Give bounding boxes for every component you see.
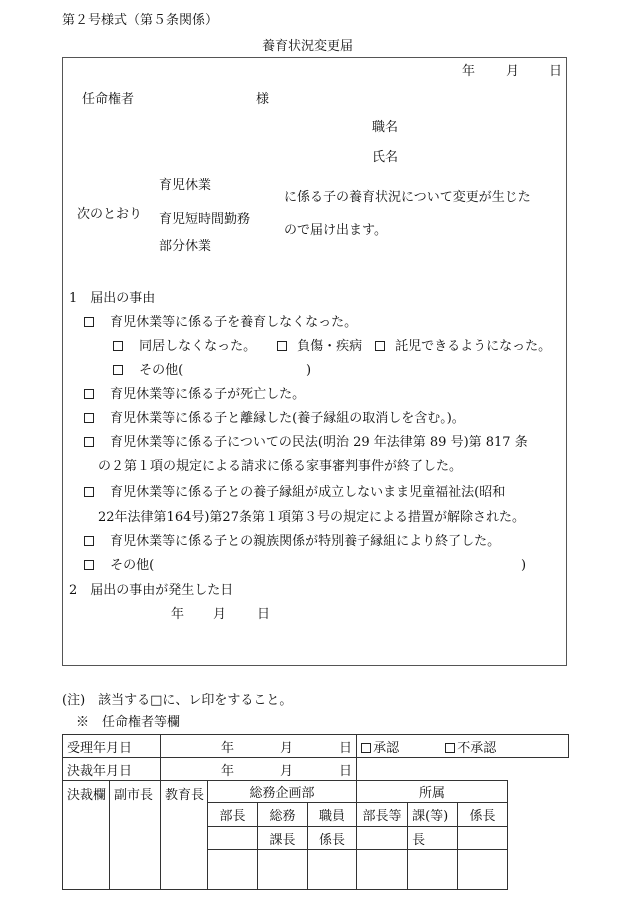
date-day-label: 日 bbox=[549, 64, 563, 79]
reason-7-text: その他( bbox=[110, 558, 155, 573]
admin-section-heading: ※ 任命権者等欄 bbox=[76, 715, 181, 730]
reason-1d-close-paren: ) bbox=[306, 363, 312, 378]
decided-date-label: 決裁年月日 bbox=[63, 758, 161, 781]
section1-heading: 1 届出の事由 bbox=[69, 291, 156, 306]
stamp-slot-subsection-chief[interactable] bbox=[458, 850, 508, 890]
decided-year: 年 bbox=[221, 763, 235, 779]
reason-1d-checkbox[interactable] bbox=[113, 365, 123, 375]
reason-1-checkbox[interactable] bbox=[84, 317, 94, 327]
form-number: 第２号様式（第５条関係） bbox=[62, 13, 219, 28]
decided-date-field[interactable] bbox=[161, 758, 357, 781]
reason-1d-text: その他( bbox=[139, 363, 184, 378]
reason-3 bbox=[84, 412, 465, 425]
reason-6-checkbox[interactable] bbox=[84, 536, 94, 546]
reason-1a-checkbox[interactable] bbox=[113, 341, 123, 351]
not-approved-option[interactable] bbox=[445, 741, 496, 756]
decided-month: 月 bbox=[280, 763, 294, 779]
general-affairs-label: 総務 bbox=[258, 803, 308, 827]
reason-4-checkbox[interactable] bbox=[84, 437, 94, 447]
stamp-slot-general-affairs[interactable] bbox=[258, 850, 308, 890]
stamp-slot-staff[interactable] bbox=[308, 850, 357, 890]
decided-day: 日 bbox=[339, 763, 353, 779]
position-label: 職名 bbox=[372, 120, 399, 135]
general-planning-dept-label: 総務企画部 bbox=[208, 781, 357, 803]
reason-2 bbox=[84, 388, 305, 401]
reason-3-text: 育児休業等に係る子と離縁した(養子縁組の取消しを含む。)。 bbox=[110, 411, 465, 426]
reason-5-text-line1: 育児休業等に係る子との養子縁組が成立しないまま児童福祉法(昭和 bbox=[110, 485, 506, 500]
leave-option-partial: 部分休業 bbox=[159, 239, 212, 254]
stamp-slot-section-etc[interactable] bbox=[408, 850, 458, 890]
reason-1-text: 育児休業等に係る子を養育しなくなった。 bbox=[110, 315, 358, 330]
event-year-label: 年 bbox=[171, 607, 185, 622]
reason-3-checkbox[interactable] bbox=[84, 413, 94, 423]
reason-7-close-paren: ) bbox=[521, 558, 527, 573]
superintendent-label: 教育長 bbox=[161, 781, 208, 890]
event-month-label: 月 bbox=[213, 607, 227, 622]
subsection-chief-col-label: 係長 bbox=[458, 803, 508, 827]
section-chief-label: 課長 bbox=[258, 827, 308, 850]
date-year-label: 年 bbox=[462, 64, 476, 79]
reason-4-text-line2: の２第１項の規定による請求に係る家事審判事件が終了した。 bbox=[98, 459, 463, 474]
statement-tail-line1: に係る子の養育状況について変更が生じた bbox=[284, 190, 531, 205]
reason-1d bbox=[113, 364, 183, 377]
approved-option[interactable] bbox=[361, 741, 399, 756]
reason-1c bbox=[375, 340, 551, 353]
statement-tail-line2: ので届け出ます。 bbox=[284, 223, 387, 238]
form-title: 養育状況変更届 bbox=[262, 39, 354, 54]
reason-5 bbox=[84, 486, 505, 499]
reason-5-text-line2: 22年法律第164号)第27条第１項第３号の規定による措置が解除された。 bbox=[98, 510, 525, 525]
blank-cell bbox=[508, 781, 569, 890]
blank-cell bbox=[357, 758, 569, 781]
blank-cell bbox=[458, 827, 508, 850]
received-month: 月 bbox=[280, 740, 294, 756]
subsection-chief-label: 係長 bbox=[308, 827, 357, 850]
blank-cell bbox=[208, 827, 258, 850]
appointing-authority-label: 任命権者 bbox=[82, 92, 135, 107]
chief-suffix-label: 長 bbox=[408, 827, 458, 850]
reason-2-checkbox[interactable] bbox=[84, 389, 94, 399]
received-date-field[interactable] bbox=[161, 735, 357, 758]
event-day-label: 日 bbox=[257, 607, 271, 622]
approval-column-label: 決裁欄 bbox=[63, 781, 110, 890]
statement-lead: 次のとおり bbox=[77, 207, 143, 222]
reason-4-text-line1: 育児休業等に係る子についての民法(明治 29 年法律第 89 号)第 817 条 bbox=[110, 435, 528, 450]
reason-1b bbox=[277, 340, 362, 353]
reason-1b-checkbox[interactable] bbox=[277, 341, 287, 351]
reason-5-checkbox[interactable] bbox=[84, 487, 94, 497]
not-approved-checkbox[interactable] bbox=[445, 743, 455, 753]
dept-head-label: 部長 bbox=[208, 803, 258, 827]
dept-head-etc-label: 部長等 bbox=[357, 803, 408, 827]
honorific-label: 様 bbox=[256, 92, 270, 107]
leave-option-short-time: 育児短時間勤務 bbox=[159, 212, 251, 227]
date-month-label: 月 bbox=[506, 64, 520, 79]
reason-7 bbox=[84, 559, 154, 572]
approval-table bbox=[62, 734, 569, 890]
section-etc-label: 課(等) bbox=[408, 803, 458, 827]
not-approved-label: 不承認 bbox=[457, 740, 497, 756]
reason-1c-checkbox[interactable] bbox=[375, 341, 385, 351]
reason-7-checkbox[interactable] bbox=[84, 560, 94, 570]
reason-2-text: 育児休業等に係る子が死亡した。 bbox=[110, 387, 306, 402]
reason-1a-text: 同居しなくなった。 bbox=[139, 339, 257, 354]
affiliation-label: 所属 bbox=[357, 781, 508, 803]
leave-option-childcare: 育児休業 bbox=[159, 178, 212, 193]
note-text: (注) 該当する□に、レ印をすること。 bbox=[62, 693, 293, 708]
approved-label: 承認 bbox=[373, 740, 400, 756]
vice-mayor-label: 副市長 bbox=[110, 781, 161, 890]
reason-1a bbox=[113, 340, 256, 353]
reason-1 bbox=[84, 316, 357, 329]
staff-label: 職員 bbox=[308, 803, 357, 827]
received-day: 日 bbox=[339, 740, 353, 756]
approval-decision-cell bbox=[357, 735, 569, 758]
reason-4 bbox=[84, 436, 528, 449]
received-date-label: 受理年月日 bbox=[63, 735, 161, 758]
reason-1b-text: 負傷・疾病 bbox=[297, 339, 363, 354]
blank-cell bbox=[357, 827, 408, 850]
stamp-slot-dept-head-etc[interactable] bbox=[357, 850, 408, 890]
received-year: 年 bbox=[221, 740, 235, 756]
stamp-slot-dept-head[interactable] bbox=[208, 850, 258, 890]
reason-6-text: 育児休業等に係る子との親族関係が特別養子縁組により終了した。 bbox=[110, 534, 501, 549]
approved-checkbox[interactable] bbox=[361, 743, 371, 753]
section2-heading: 2 届出の事由が発生した日 bbox=[69, 583, 234, 598]
reason-1c-text: 託児できるようになった。 bbox=[395, 339, 552, 354]
reason-6 bbox=[84, 535, 500, 548]
form-frame bbox=[62, 57, 567, 666]
name-label: 氏名 bbox=[372, 150, 399, 165]
